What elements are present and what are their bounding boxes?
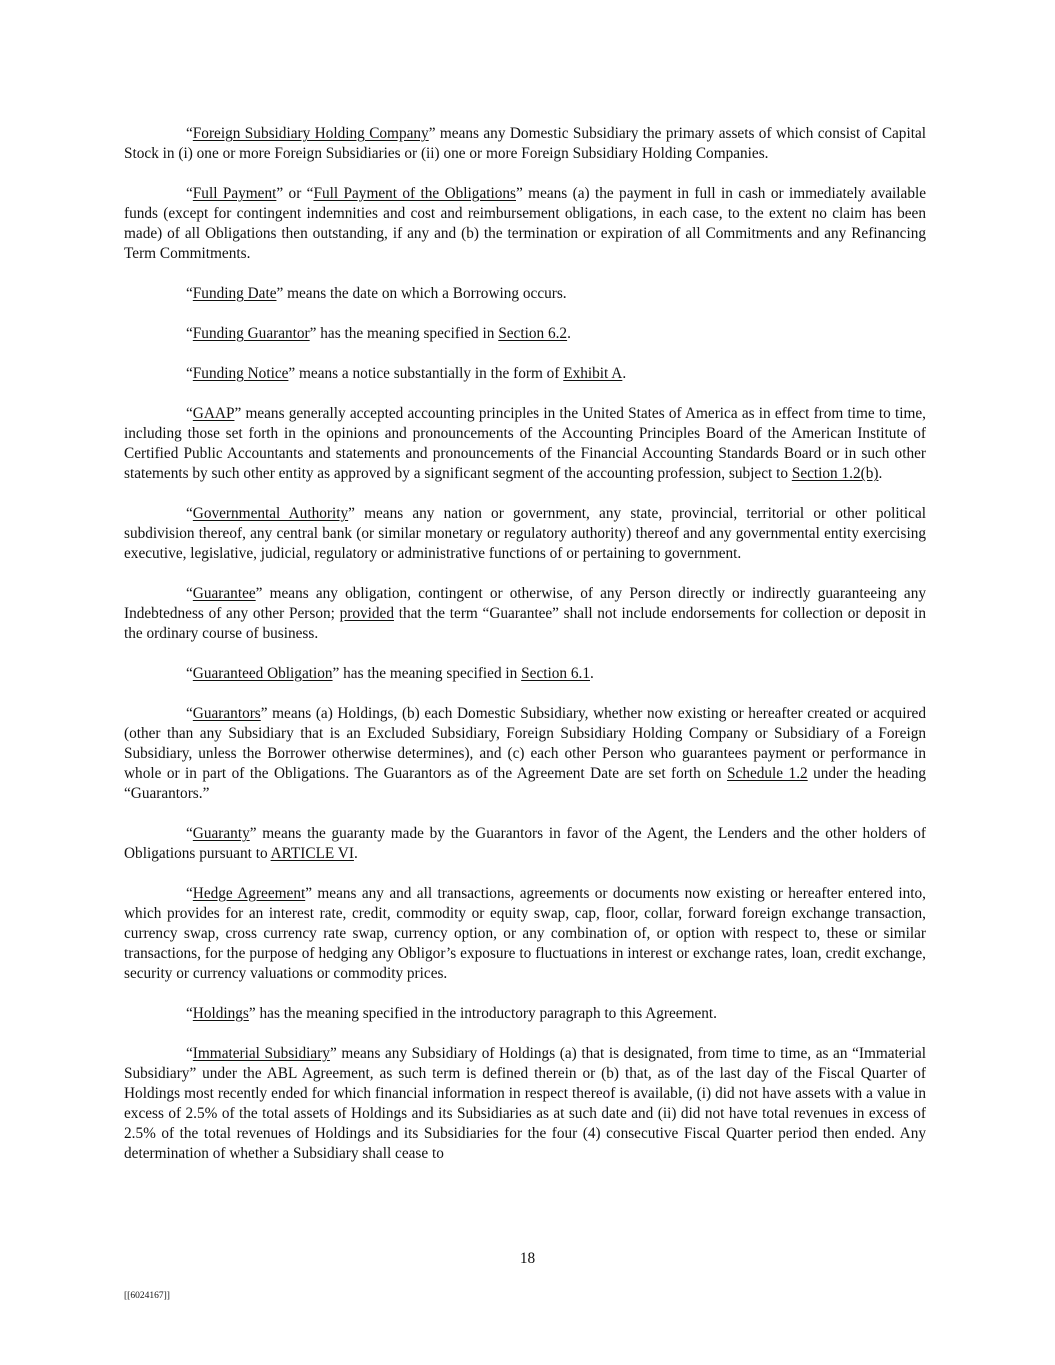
definition-paragraph [124,1044,926,1164]
cross-reference-link[interactable]: Schedule 1.2 [727,765,808,782]
definition-text: . [567,325,571,342]
definition-text: “ [186,405,193,422]
cross-reference-link[interactable]: ARTICLE VI [270,845,354,862]
definition-text: “ [186,585,193,602]
definition-text: ” means (a) Holdings, (b) each Domestic Subsidiary, whether now existing or hereafter created or acquired (other than any Subsidiary that is an Excluded Subsidiary, Foreign Subsidiary Holding Company or Subsidiary of a Foreign Subsidiary, unless the Borrower otherwise determines), and (c) each other Person who guarantees payment or performance in whole or in part of the Obligations. The Guarantors as of the Agreement Date are set forth on [124,705,926,782]
definition-text: “ [186,365,193,382]
definition-paragraph [124,364,926,384]
defined-term: provided [339,605,394,622]
definition-text: . [622,365,627,382]
definition-text: ” means the guaranty made by the Guarantors in favor of the Agent, the Lenders and the other holders of Obligations pursuant to [124,825,926,862]
cross-reference-link[interactable]: Exhibit A [563,365,623,382]
defined-term: Guaranty [192,825,250,842]
definition-text: “ [186,125,193,142]
definition-text: “ [186,885,193,902]
definition-text: ” has the meaning specified in [309,325,499,342]
definition-text: ” means any nation or government, any state, provincial, territorial or other political subdivision thereof, any central bank (or similar monetary or regulatory authority) thereof and any governmental entity exercising executive, legislative, judicial, regulatory or administrative functions of or pertaining to government. [124,505,926,562]
defined-term: Funding Guarantor [192,325,310,342]
definition-text: that the term “Guarantee” shall not include endorsements for collection or deposit in the ordinary course of business. [124,605,926,642]
definition-text: ” means generally accepted accounting principles in the United States of America as in effect from time to time, including those set forth in the opinions and pronouncements of the Accounting Principles Board of the American Institute of Certified Public Accountants and statements and pronouncements of the Financial Accounting Standards Board or in such other statements by such other entity as approved by a significant segment of the accounting profession, subject to [124,405,926,482]
definition-text: “ [186,1045,193,1062]
definition-paragraph [124,124,926,164]
defined-term: Governmental Authority [192,505,349,522]
definition-text: under the heading “Guarantors.” [124,765,926,802]
definition-paragraph [124,504,926,564]
definition-text: “ [186,665,193,682]
defined-term: Foreign Subsidiary Holding Company [192,125,429,142]
definition-paragraph [124,404,926,484]
defined-term: Guarantors [192,705,261,722]
definition-text: ” means any Subsidiary of Holdings (a) that is designated, from time to time, as an “Immaterial Subsidiary” under the ABL Agreement, as such term is defined therein or (b) that, as of the last day of the Fiscal Quarter of Holdings most recently ended for which financial information in respect thereof is available, (i) did not have assets with a value in excess of 2.5% of the total assets of Holdings and its Subsidiaries as at such date and (ii) did not have total revenues in excess of 2.5% of the total revenues of Holdings and its Subsidiaries for the four (4) consecutive Fiscal Quarter period then ended. Any determination of whether a Subsidiary shall cease to [124,1045,926,1162]
definition-text: ” means the date on which a Borrowing occurs. [276,285,567,302]
document-id: [[6024167]] [124,1291,170,1301]
definition-text: “ [186,505,193,522]
definition-text: “ [186,285,193,302]
page-number: 18 [519,1250,536,1267]
definition-text: ” or “ [276,185,314,202]
defined-term: Holdings [192,1005,249,1022]
definition-paragraph [124,884,926,984]
defined-term: Full Payment of the Obligations [313,185,516,202]
definition-text: “ [186,705,193,722]
definition-text: “ [186,185,193,202]
definition-paragraph [124,664,926,684]
definition-paragraph [124,184,926,264]
definition-text: . [590,665,594,682]
definition-paragraph [124,824,926,864]
definition-text: “ [186,1005,193,1022]
cross-reference-link[interactable]: Section 1.2(b) [791,465,879,482]
definition-text: ” has the meaning specified in [332,665,522,682]
definition-text: . [353,845,358,862]
definitions-section [124,124,926,1184]
definition-paragraph [124,584,926,644]
defined-term: Full Payment [192,185,277,202]
definition-text: ” means any and all transactions, agreements or documents now existing or hereafter entered into, which provides for an interest rate, credit, commodity or equity swap, cap, floor, collar, forward foreign exchange transaction, currency swap, cross currency rate swap, currency option, or any combination of, or option with respect to, these or similar transactions, for the purpose of hedging any Obligor’s exposure to fluctuations in interest or exchange rates, loan, credit exchange, security or currency valuations or commodity prices. [124,885,926,982]
cross-reference-link[interactable]: Section 6.1 [521,665,590,682]
definition-paragraph [124,1004,926,1024]
definition-text: “ [186,325,193,342]
definition-paragraph [124,324,926,344]
cross-reference-link[interactable]: Section 6.2 [498,325,568,342]
defined-term: Funding Notice [192,365,289,382]
definition-text: ” means any Domestic Subsidiary the primary assets of which consist of Capital Stock in (i) one or more Foreign Subsidiaries or (ii) one or more Foreign Subsidiary Holding Companies. [124,125,926,162]
defined-term: Guarantee [192,585,256,602]
definition-paragraph [124,284,926,304]
definition-paragraph [124,704,926,804]
defined-term: Funding Date [192,285,277,302]
defined-term: Immaterial Subsidiary [192,1045,330,1062]
defined-term: GAAP [192,405,235,422]
definition-text: ” means (a) the payment in full in cash or immediately available funds (except for contingent indemnities and cost and reimbursement obligations, in each case, to the extent no claim has been made) of all Obligations then outstanding, if any and (b) the termination or expiration of all Commitments and any Refinancing Term Commitments. [124,185,927,262]
definition-text: ” means a notice substantially in the form of [288,365,564,382]
definition-text: ” means any obligation, contingent or otherwise, of any Person directly or indirectly guaranteeing any Indebtedness of any other Person; [124,585,926,622]
defined-term: Hedge Agreement [192,885,306,902]
definition-text: “ [186,825,193,842]
definition-text: . [878,465,883,482]
definition-text: ” has the meaning specified in the introductory paragraph to this Agreement. [248,1005,717,1022]
defined-term: Guaranteed Obligation [192,665,333,682]
